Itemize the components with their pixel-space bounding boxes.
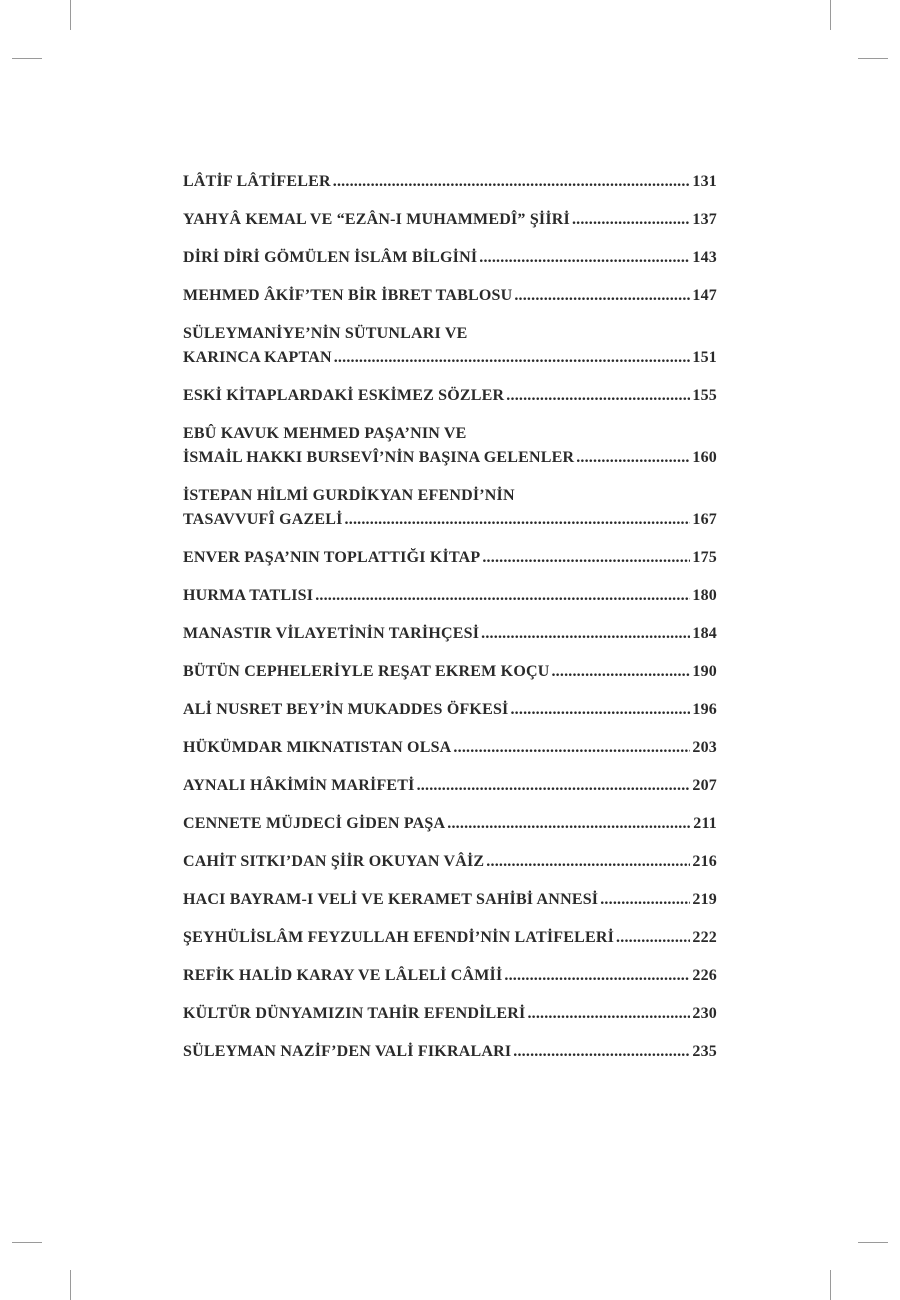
toc-entry-leader-row (183, 926, 717, 950)
dot-leader (486, 850, 690, 874)
toc-entry-leader-row (183, 346, 717, 370)
toc-entry (183, 246, 717, 270)
dot-leader (315, 584, 690, 608)
toc-entry-title: ŞEYHÜLİSLÂM FEYZULLAH EFENDİ’NİN LATİFELERİ (183, 929, 615, 946)
toc-entry-page-number: 235 (692, 1043, 717, 1060)
toc-entry-title: BÜTÜN CEPHELERİYLE REŞAT EKREM KOÇU (183, 663, 550, 680)
toc-entry-title: LÂTİF LÂTİFELER (183, 173, 331, 190)
toc-entry-leader-row (183, 446, 717, 470)
toc-entry-page-number: 160 (692, 449, 717, 466)
toc-entry-page-number: 230 (692, 1005, 717, 1022)
dot-leader (506, 384, 690, 408)
toc-entry-leader-row (183, 774, 717, 798)
toc-entry-leader-row (183, 1002, 717, 1026)
toc-entry-leader-row (183, 546, 717, 570)
dot-leader (514, 284, 690, 308)
toc-entry-leader-row (183, 888, 717, 912)
toc-entry-title: DİRİ DİRİ GÖMÜLEN İSLÂM BİLGİNİ (183, 249, 478, 266)
toc-entry-title: HACI BAYRAM-I VELİ VE KERAMET SAHİBİ ANNESİ (183, 891, 599, 908)
toc-entry (183, 284, 717, 308)
crop-mark-bottom-right-horizontal (858, 1242, 888, 1243)
crop-mark-top-left-horizontal (12, 58, 42, 59)
toc-entry-leader-row (183, 698, 717, 722)
toc-entry-page-number: 167 (692, 511, 717, 528)
toc-entry-title: KÜLTÜR DÜNYAMIZIN TAHİR EFENDİLERİ (183, 1005, 526, 1022)
toc-entry-title: ALİ NUSRET BEY’İN MUKADDES ÖFKESİ (183, 701, 509, 718)
dot-leader (333, 170, 691, 194)
toc-entry (183, 888, 717, 912)
toc-entry (183, 698, 717, 722)
toc-entry (183, 622, 717, 646)
toc-entry (183, 384, 717, 408)
toc-entry-title: CAHİT SITKI’DAN ŞİİR OKUYAN VÂİZ (183, 853, 485, 870)
dot-leader (345, 508, 691, 532)
toc-entry-leader-row (183, 850, 717, 874)
crop-mark-top-right-horizontal (858, 58, 888, 59)
toc-entry-leader-row (183, 812, 717, 836)
toc-entry-page-number: 216 (692, 853, 717, 870)
toc-entry-title: İSMAİL HAKKI BURSEVÎ’NİN BAŞINA GELENLER (183, 449, 575, 466)
dot-leader (504, 964, 690, 988)
toc-entry-page-number: 219 (692, 891, 717, 908)
toc-entry-page-number: 137 (692, 211, 717, 228)
toc-entry (183, 484, 717, 532)
dot-leader (453, 736, 690, 760)
dot-leader (447, 812, 691, 836)
toc-entry-page-number: 151 (692, 349, 717, 366)
toc-entry-title: CENNETE MÜJDECİ GİDEN PAŞA (183, 815, 446, 832)
toc-entry-title: TASAVVUFÎ GAZELİ (183, 511, 343, 528)
toc-entry (183, 584, 717, 608)
toc-entry-title: HÜKÜMDAR MIKNATISTAN OLSA (183, 739, 452, 756)
dot-leader (616, 926, 690, 950)
toc-entry-title: YAHYÂ KEMAL VE “EZÂN-I MUHAMMEDÎ” ŞİİRİ (183, 211, 570, 228)
toc-entry (183, 422, 717, 470)
dot-leader (572, 208, 690, 232)
toc-entry (183, 964, 717, 988)
toc-entry-page-number: 184 (692, 625, 717, 642)
toc-entry (183, 546, 717, 570)
toc-entry-title-line: İSTEPAN HİLMİ GURDİKYAN EFENDİ’NİN (183, 487, 515, 504)
toc-entry-leader-row (183, 660, 717, 684)
toc-entry-leader-row (183, 284, 717, 308)
toc-entry-leader-row (183, 208, 717, 232)
toc-entry (183, 850, 717, 874)
toc-entry-leader-row (183, 584, 717, 608)
dot-leader (417, 774, 691, 798)
dot-leader (527, 1002, 690, 1026)
toc-entry-leader-row (183, 622, 717, 646)
toc-entry (183, 736, 717, 760)
toc-entry-leader-row (183, 170, 717, 194)
toc-entry-title-line: EBÛ KAVUK MEHMED PAŞA’NIN VE (183, 425, 467, 442)
toc-entry (183, 926, 717, 950)
toc-entry-leader-row (183, 508, 717, 532)
toc-entry-title: HURMA TATLISI (183, 587, 314, 604)
toc-entry (183, 170, 717, 194)
toc-entry-page-number: 175 (692, 549, 717, 566)
crop-mark-top-left-vertical (70, 0, 71, 30)
toc-entry-page-number: 190 (692, 663, 717, 680)
crop-mark-bottom-right-vertical (830, 1270, 831, 1300)
toc-entry-title: MEHMED ÂKİF’TEN BİR İBRET TABLOSU (183, 287, 513, 304)
toc-entry-page-number: 226 (692, 967, 717, 984)
toc-entry (183, 1002, 717, 1026)
toc-entry-page-number: 207 (692, 777, 717, 794)
toc-entry-title: SÜLEYMAN NAZİF’DEN VALİ FIKRALARI (183, 1043, 512, 1060)
dot-leader (513, 1040, 690, 1064)
toc-entry-page-number: 222 (692, 929, 717, 946)
toc-entry-title: KARINCA KAPTAN (183, 349, 332, 366)
toc-entry (183, 774, 717, 798)
toc-entry-leader-row (183, 964, 717, 988)
toc-entry-page-number: 180 (692, 587, 717, 604)
dot-leader (600, 888, 690, 912)
toc-entry (183, 208, 717, 232)
dot-leader (482, 546, 690, 570)
toc-entry (183, 1040, 717, 1064)
toc-entry-leader-row (183, 1040, 717, 1064)
dot-leader (334, 346, 691, 370)
toc-entry (183, 812, 717, 836)
toc-entry-title: ESKİ KİTAPLARDAKİ ESKİMEZ SÖZLER (183, 387, 505, 404)
dot-leader (481, 622, 690, 646)
crop-mark-bottom-left-vertical (70, 1270, 71, 1300)
toc-entry-leader-row (183, 736, 717, 760)
toc-entry-page-number: 143 (692, 249, 717, 266)
toc-entry-page-number: 196 (692, 701, 717, 718)
toc-entry-title: ENVER PAŞA’NIN TOPLATTIĞI KİTAP (183, 549, 481, 566)
toc-entry (183, 660, 717, 684)
toc-entry-title: AYNALI HÂKİMİN MARİFETİ (183, 777, 415, 794)
toc-entry-page-number: 131 (692, 173, 717, 190)
toc-entry-leader-row (183, 246, 717, 270)
toc-entry-leader-row (183, 384, 717, 408)
dot-leader (551, 660, 690, 684)
toc-entry-page-number: 203 (692, 739, 717, 756)
dot-leader (479, 246, 690, 270)
toc-entry-page-number: 147 (692, 287, 717, 304)
toc-entry (183, 322, 717, 370)
toc-entry-title: MANASTIR VİLAYETİNİN TARİHÇESİ (183, 625, 480, 642)
toc-entry-title-line: SÜLEYMANİYE’NİN SÜTUNLARI VE (183, 325, 468, 342)
toc-entry-title: REFİK HALİD KARAY VE LÂLELİ CÂMİİ (183, 967, 503, 984)
crop-mark-top-right-vertical (830, 0, 831, 30)
toc-entry-page-number: 211 (693, 815, 717, 832)
toc-entry-page-number: 155 (692, 387, 717, 404)
table-of-contents (183, 170, 717, 1078)
dot-leader (510, 698, 690, 722)
dot-leader (576, 446, 690, 470)
crop-mark-bottom-left-horizontal (12, 1242, 42, 1243)
